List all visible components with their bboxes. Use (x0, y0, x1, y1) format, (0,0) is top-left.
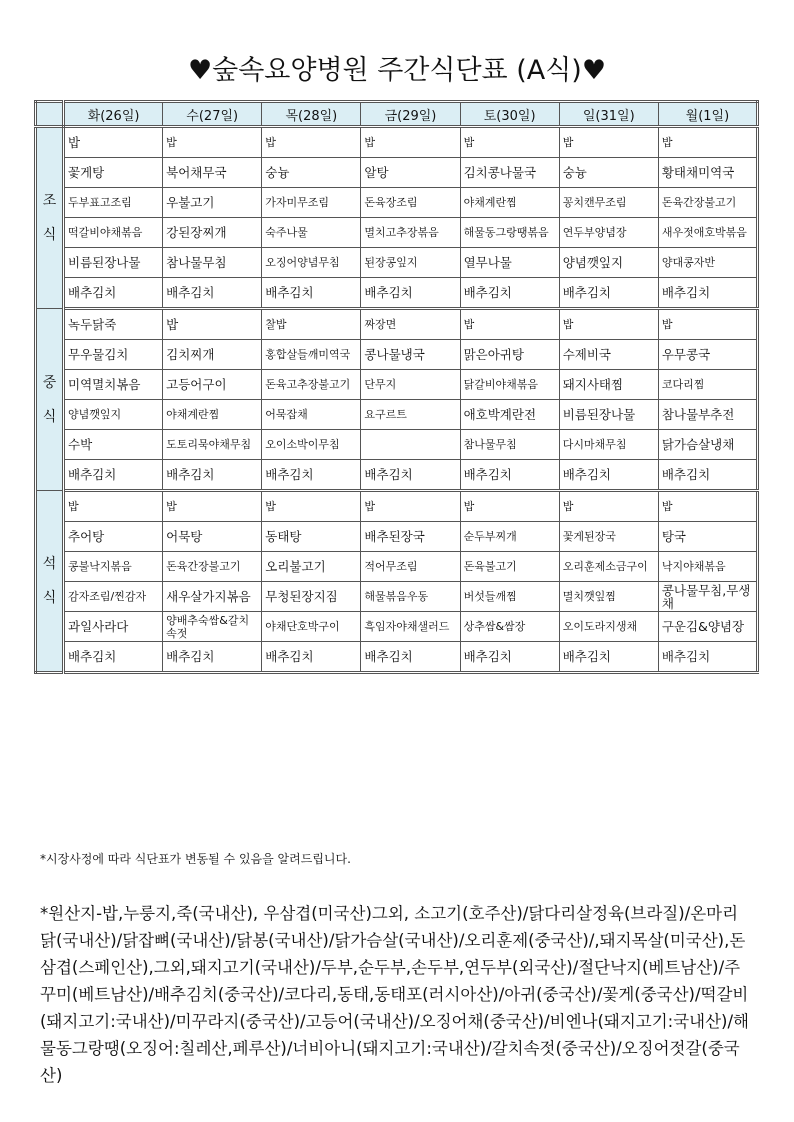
dish-cell: 새우살가지볶음 (163, 582, 262, 612)
menu-row (36, 612, 758, 642)
meal-label: 중 식 (36, 309, 64, 491)
dish-cell: 오이도라지생채 (559, 612, 658, 642)
dish-cell: 새우젓애호박볶음 (658, 218, 757, 248)
dish-cell: 배추김치 (64, 642, 163, 673)
dish-cell: 요구르트 (361, 400, 460, 430)
menu-row (36, 278, 758, 309)
dish-cell: 참나물무침 (460, 430, 559, 460)
dish-cell: 숙주나물 (262, 218, 361, 248)
day-header: 화(26일) (64, 102, 163, 127)
dish-cell: 야채단호박구이 (262, 612, 361, 642)
dish-cell: 도토리묵야채무침 (163, 430, 262, 460)
dish-cell: 숭늉 (559, 158, 658, 188)
dish-cell: 다시마채무침 (559, 430, 658, 460)
menu-row (36, 400, 758, 430)
dish-cell: 밥 (559, 491, 658, 522)
dish-cell: 배추김치 (361, 642, 460, 673)
day-header: 토(30일) (460, 102, 559, 127)
dish-cell: 배추김치 (559, 278, 658, 309)
dish-cell: 밥 (163, 309, 262, 340)
dish-cell: 밥 (163, 491, 262, 522)
dish-cell: 찰밥 (262, 309, 361, 340)
dish-cell: 가자미무조림 (262, 188, 361, 218)
dish-cell: 밥 (460, 491, 559, 522)
dish-cell: 수박 (64, 430, 163, 460)
dish-cell: 밥 (460, 127, 559, 158)
dish-cell: 오리불고기 (262, 552, 361, 582)
day-header: 월(1일) (658, 102, 757, 127)
dish-cell: 황태채미역국 (658, 158, 757, 188)
dish-cell: 해물볶음우동 (361, 582, 460, 612)
dish-cell: 배추된장국 (361, 522, 460, 552)
dish-cell: 구운김&양념장 (658, 612, 757, 642)
menu-row (36, 370, 758, 400)
dish-cell: 배추김치 (262, 642, 361, 673)
dish-cell: 콩나물무침,무생채 (658, 582, 757, 612)
menu-row (36, 582, 758, 612)
day-header: 일(31일) (559, 102, 658, 127)
dish-cell: 적어무조림 (361, 552, 460, 582)
dish-cell: 멸치고추장볶음 (361, 218, 460, 248)
dish-cell: 고등어구이 (163, 370, 262, 400)
dish-cell: 홍합살들깨미역국 (262, 340, 361, 370)
dish-cell: 밥 (262, 491, 361, 522)
menu-row (36, 340, 758, 370)
dish-cell: 배추김치 (460, 642, 559, 673)
dish-cell: 무우물김치 (64, 340, 163, 370)
dish-cell: 밥 (361, 127, 460, 158)
dish-cell: 양념깻잎지 (559, 248, 658, 278)
dish-cell: 밥 (658, 491, 757, 522)
dish-cell: 배추김치 (163, 278, 262, 309)
menu-row (36, 460, 758, 491)
dish-cell: 무청된장지짐 (262, 582, 361, 612)
dish-cell: 야채계란찜 (460, 188, 559, 218)
dish-cell: 어묵탕 (163, 522, 262, 552)
dish-cell: 비름된장나물 (559, 400, 658, 430)
day-header: 금(29일) (361, 102, 460, 127)
dish-cell: 오이소박이무침 (262, 430, 361, 460)
dish-cell: 코다리찜 (658, 370, 757, 400)
dish-cell: 버섯들깨찜 (460, 582, 559, 612)
dish-cell: 배추김치 (262, 460, 361, 491)
dish-cell: 돈육장조림 (361, 188, 460, 218)
dish-cell: 멸치깻잎찜 (559, 582, 658, 612)
dish-cell: 배추김치 (262, 278, 361, 309)
change-notice: *시장사정에 따라 식단표가 변동될 수 있음을 알려드립니다. (40, 852, 351, 866)
dish-cell: 탕국 (658, 522, 757, 552)
meal-label: 조 식 (36, 127, 64, 309)
day-header: 목(28일) (262, 102, 361, 127)
dish-cell: 양념깻잎지 (64, 400, 163, 430)
dish-cell: 밥 (64, 491, 163, 522)
dish-cell: 꽃게된장국 (559, 522, 658, 552)
dish-cell: 두부표고조림 (64, 188, 163, 218)
menu-row (36, 127, 758, 158)
menu-row (36, 522, 758, 552)
dish-cell: 배추김치 (361, 460, 460, 491)
dish-cell: 배추김치 (658, 278, 757, 309)
dish-cell: 열무나물 (460, 248, 559, 278)
dish-cell: 돈육간장불고기 (658, 188, 757, 218)
dish-cell: 맑은아귀탕 (460, 340, 559, 370)
dish-cell: 알탕 (361, 158, 460, 188)
dish-cell: 꽃게탕 (64, 158, 163, 188)
dish-cell: 밥 (262, 127, 361, 158)
dish-cell: 숭늉 (262, 158, 361, 188)
dish-cell: 콩나물냉국 (361, 340, 460, 370)
dish-cell: 오징어양념무침 (262, 248, 361, 278)
dish-cell: 미역멸치볶음 (64, 370, 163, 400)
dish-cell: 밥 (361, 491, 460, 522)
dish-cell: 배추김치 (559, 642, 658, 673)
menu-row (36, 552, 758, 582)
dish-cell: 꽁치캔무조림 (559, 188, 658, 218)
dish-cell: 오리훈제소금구이 (559, 552, 658, 582)
dish-cell: 흑임자야채샐러드 (361, 612, 460, 642)
dish-cell: 배추김치 (658, 642, 757, 673)
dish-cell: 배추김치 (64, 460, 163, 491)
dish-cell: 김치찌개 (163, 340, 262, 370)
dish-cell: 야채계란찜 (163, 400, 262, 430)
dish-cell: 어묵잡채 (262, 400, 361, 430)
dish-cell: 배추김치 (658, 460, 757, 491)
dish-cell: 수제비국 (559, 340, 658, 370)
dish-cell: 돈육불고기 (460, 552, 559, 582)
day-header-row (36, 102, 758, 127)
dish-cell: 짜장면 (361, 309, 460, 340)
dish-cell: 배추김치 (163, 642, 262, 673)
page-title: ♥숲속요양병원 주간식단표 (A식)♥ (187, 55, 607, 86)
menu-row (36, 642, 758, 673)
dish-cell: 밥 (559, 309, 658, 340)
dish-cell: 해물동그랑땡볶음 (460, 218, 559, 248)
dish-cell: 애호박계란전 (460, 400, 559, 430)
dish-cell: 상추쌈&쌈장 (460, 612, 559, 642)
dish-cell: 김치콩나물국 (460, 158, 559, 188)
dish-cell: 비름된장나물 (64, 248, 163, 278)
dish-cell: 떡갈비야채볶음 (64, 218, 163, 248)
dish-cell (361, 430, 460, 460)
dish-cell: 감자조림/찐감자 (64, 582, 163, 612)
dish-cell: 밥 (64, 127, 163, 158)
meal-label: 석 식 (36, 491, 64, 673)
menu-row (36, 309, 758, 340)
dish-cell: 돈육간장불고기 (163, 552, 262, 582)
dish-cell: 양대콩자반 (658, 248, 757, 278)
dish-cell: 녹두닭죽 (64, 309, 163, 340)
dish-cell: 밥 (658, 127, 757, 158)
dish-cell: 된장콩잎지 (361, 248, 460, 278)
dish-cell: 돈육고추장불고기 (262, 370, 361, 400)
dish-cell: 밥 (460, 309, 559, 340)
menu-row (36, 188, 758, 218)
dish-cell: 배추김치 (361, 278, 460, 309)
dish-cell: 배추김치 (64, 278, 163, 309)
menu-row (36, 248, 758, 278)
dish-cell: 과일사라다 (64, 612, 163, 642)
dish-cell: 참나물부추전 (658, 400, 757, 430)
menu-row (36, 158, 758, 188)
dish-cell: 콩불낙지볶음 (64, 552, 163, 582)
dish-cell: 배추김치 (460, 460, 559, 491)
dish-cell: 단무지 (361, 370, 460, 400)
dish-cell: 동태탕 (262, 522, 361, 552)
header-corner-cell (36, 102, 64, 127)
menu-row (36, 430, 758, 460)
dish-cell: 순두부찌개 (460, 522, 559, 552)
dish-cell: 추어탕 (64, 522, 163, 552)
dish-cell: 배추김치 (163, 460, 262, 491)
dish-cell: 연두부양념장 (559, 218, 658, 248)
day-header: 수(27일) (163, 102, 262, 127)
dish-cell: 닭가슴살냉채 (658, 430, 757, 460)
dish-cell: 닭갈비야채볶음 (460, 370, 559, 400)
dish-cell: 밥 (658, 309, 757, 340)
menu-row (36, 218, 758, 248)
dish-cell: 배추김치 (460, 278, 559, 309)
dish-cell: 양배추숙쌈&갈치속젓 (163, 612, 262, 642)
dish-cell: 낙지야채볶음 (658, 552, 757, 582)
dish-cell: 참나물무침 (163, 248, 262, 278)
dish-cell: 북어채무국 (163, 158, 262, 188)
dish-cell: 강된장찌개 (163, 218, 262, 248)
dish-cell: 배추김치 (559, 460, 658, 491)
menu-row (36, 491, 758, 522)
weekly-menu-table (34, 100, 759, 674)
menu-body (36, 127, 758, 673)
dish-cell: 우불고기 (163, 188, 262, 218)
dish-cell: 돼지사태찜 (559, 370, 658, 400)
dish-cell: 우무콩국 (658, 340, 757, 370)
origin-info: *원산지-밥,누룽지,죽(국내산), 우삼겹(미국산)그외, 소고기(호주산)/닭다리살정육(브라질)/온마리닭(국내산)/닭잡뼈(국내산)/닭봉(국내산)/닭가슴살(국내산)/오리훈제(중국산)/,돼지목살(미국산),돈삼겹(스페인산),그외,돼지고기(국내산)/두부,순두부,손두부,연두부(외국산)/절단낙지(베트남산)/주꾸미(베트남산)/배추김치(중국산)/코다리,동태,동태포(러시아산)/아귀(중국산)/꽃게(중국산)/떡갈비(돼지고기:국내산)/미꾸라지(중국산)/고등어(국내산)/오징어채(중국산)/비엔나(돼지고기:국내산)/해물동그랑땡(오징어:칠레산,페루산)/너비아니(돼지고기:국내산)/갈치속젓(중국산)/오징어젓갈(중국산) (40, 904, 749, 1085)
dish-cell: 밥 (559, 127, 658, 158)
dish-cell: 밥 (163, 127, 262, 158)
